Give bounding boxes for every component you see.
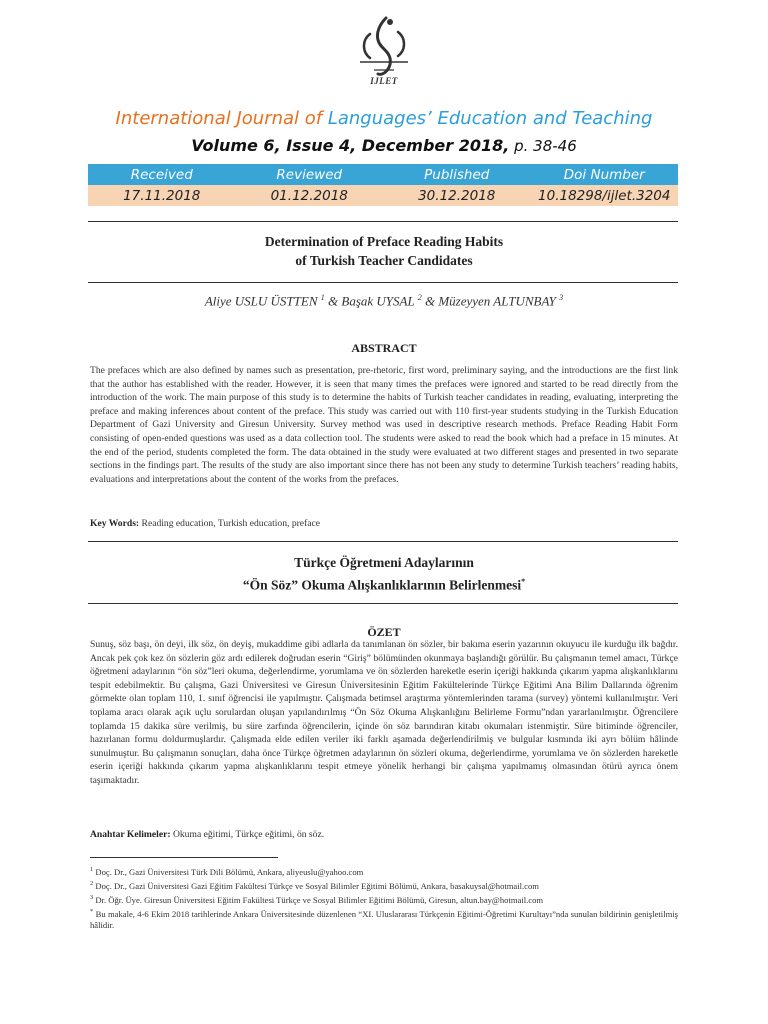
divider: [88, 541, 678, 542]
footnote-divider: [90, 857, 278, 858]
journal-title-part2: Languages’ Education and Teaching: [327, 108, 653, 129]
article-title-line2: of Turkish Teacher Candidates: [295, 253, 473, 268]
author-name: Başak UYSAL: [341, 293, 415, 309]
footnote-mark: *: [90, 908, 94, 916]
doi-header: Doi Number: [531, 164, 679, 185]
author-separator: &: [421, 293, 439, 309]
footnote-text: Dr. Öğr. Üye. Giresun Üniversitesi Eğitim Fakültesi Türkçe ve Sosyal Bilimler Eğitimi Bölümü, Giresun, altun.bay@hotmail.com: [93, 894, 544, 905]
author-name: Aliye USLU ÜSTTEN: [204, 293, 318, 309]
turkish-keywords-value: Okuma eğitimi, Türkçe eğitimi, ön söz.: [170, 829, 325, 840]
turkish-title-line2-wrap: [0, 572, 768, 595]
author-name: Müzeyyen ALTUNBAY: [438, 293, 556, 309]
turkish-title-line2: “Ön Söz” Okuma Alışkanlıklarının Belirlenmesi: [242, 577, 522, 593]
ozet-text: Sunuş, söz başı, ön deyi, ilk söz, ön deyiş, mukaddime gibi adlarla da tanımlanan ön sözler, bir bakıma eserin yazarının okuyucu ile kurduğu ilk bağdır. Ancak pek çok kez ön sözlerin göz ardı edilerek doğrudan eserin “Giriş” bölümünden okunmaya başlandığı görülür. Bu çalışmanın temel amacı, Türkçe öğretmeni adaylarının “ön söz”leri okuma, değerlendirme, yorumlama ve ön sözlerden hareketle eserin içeriği hakkında çıkarım yapma alışkanlıklarını tespit edebilmektir. Bu çalışma, Gazi Üniversitesi ve Giresun Üniversitesinin Eğitim Fakültelerinde Türkçe Eğitimi Ana Bilim Dallarında öğrenim görmekte olan toplam 110, 1. sınıf öğrencisi ile yapılmıştır. Çalışmada betimsel araştırma yöntemlerinden tarama (survey) yöntemi kullanılmıştır. Veri toplama aracı olarak açık uçlu sorulardan oluşan yapılandırılmış “Ön Söz Okuma Alışkanlığını Belirleme Formu”ndan yararlanılmıştır. Öğrencilere toplamda 15 dakika süre verilmiş, bu süre zarfında öğrencilerin, içinde ön söz barındıran kitabı okumaları istenmiştir. Süre bitiminde öğrenciler, hazırlanan formu doldurmuşlardır. Çalışmada elde edilen veriler iki farklı aşamada değerlendirilmiş ve bulgular kısmında iki ayrı bölüm hâlinde sunulmuştur. Bu çalışmanın sonuçları, daha önce Türkçe öğretmen adaylarının ön sözleri okuma, değerlendirme, yorumlama ve ön sözlerden hareketle eserin içeriği hakkında çıkarım yapma alışkanlıklarını tespit etmeye yönelik herhangi bir çalışma yapılmamış olmasından ötürü ayrıca önem taşımaktadır.: [90, 639, 678, 786]
turkish-keywords-label: Anahtar Kelimeler:: [90, 829, 171, 840]
divider: [88, 282, 678, 283]
received-date: 17.11.2018: [88, 185, 236, 206]
author-separator: &: [324, 293, 342, 309]
turkish-title: [0, 553, 768, 595]
reviewed-header: Reviewed: [236, 164, 384, 185]
info-value-row: [88, 185, 678, 206]
logo-text: IJLET: [370, 76, 398, 86]
author-mark: 1: [320, 293, 325, 302]
footnotes: [90, 864, 678, 931]
turkish-title-line1: Türkçe Öğretmeni Adaylarının: [294, 555, 474, 570]
footnote-mark: 3: [90, 894, 94, 902]
footnote-text: Bu makale, 4-6 Ekim 2018 tarihlerinde Ankara Üniversitesinde düzenlenen “XI. Uluslararası Türkçenin Eğitimi-Öğretimi Kurultayı”nda sunulan bildirinin genişletilmiş hâlidir.: [90, 909, 678, 931]
published-header: Published: [383, 164, 531, 185]
reviewed-date: 01.12.2018: [236, 185, 384, 206]
footnote: [90, 906, 678, 931]
author-mark: 3: [559, 293, 564, 302]
ozet-heading: ÖZET: [367, 625, 401, 639]
info-header-row: [88, 164, 678, 185]
keywords: [90, 518, 678, 529]
divider: [88, 603, 678, 604]
article-title: [0, 232, 768, 270]
title-mark: *: [521, 577, 526, 586]
abstract-text: The prefaces which are also defined by names such as presentation, pre-rhetoric, first word, preliminary saying, and the introductions are the first link that the author has established with the reader. However, it is seen that many times the prefaces were ignored and started to be read directly from the introduction of the work. The main purpose of this study is to determine the habits of Turkish teacher candidates in reading, evaluating, interpreting the preface and making inferences about content of the preface. This study was carried out with 110 first-year students studying in the Turkish Education Department of Gazi University and Giresun University. Survey method was used in descriptive research methods. Preface Reading Habit Form consisting of open-ended questions was used as a data collection tool. The students were asked to read the book which had a preface in 15 minutes. At the end of the period, students completed the form. The data obtained in the study were evaluated at two different stages and presented in two separate sections in the findings part. The results of the study are also important since there has not been any study to determine Turkish teachers’ reading habits, evaluations and interpretations about the content of the works from the prefaces.: [90, 365, 678, 485]
page-range: p. 38-46: [509, 137, 577, 155]
footnote: [90, 892, 678, 906]
article-title-line1: Determination of Preface Reading Habits: [264, 234, 504, 249]
publication-info-table: [88, 164, 678, 206]
author-mark: 2: [417, 293, 422, 302]
footnote-text: Doç. Dr., Gazi Üniversitesi Türk Dili Bölümü, Ankara, aliyeuslu@yahoo.com: [93, 866, 364, 877]
published-date: 30.12.2018: [383, 185, 531, 206]
footnote: [90, 878, 678, 892]
keywords-label: Key Words:: [90, 518, 140, 529]
journal-title-part1: International Journal of: [115, 108, 328, 129]
footnote: [90, 864, 678, 878]
journal-title: [0, 108, 768, 129]
volume-line: [0, 136, 768, 155]
volume-info: Volume 6, Issue 4, December 2018,: [191, 136, 510, 155]
divider: [88, 221, 678, 222]
footnote-mark: 2: [90, 880, 94, 888]
turkish-keywords: [90, 829, 678, 840]
author-list: [0, 293, 768, 309]
received-header: Received: [88, 164, 236, 185]
doi-number[interactable]: 10.18298/ijlet.3204: [531, 185, 679, 206]
keywords-value: Reading education, Turkish education, preface: [139, 518, 321, 529]
footnote-mark: 1: [90, 866, 94, 873]
abstract-heading: ABSTRACT: [351, 341, 417, 355]
footnote-text: Doç. Dr., Gazi Üniversitesi Gazi Eğitim Fakültesi Türkçe ve Sosyal Bilimler Eğitimi Bölümü, Ankara, basakuysal@hotmail.com: [93, 880, 539, 891]
